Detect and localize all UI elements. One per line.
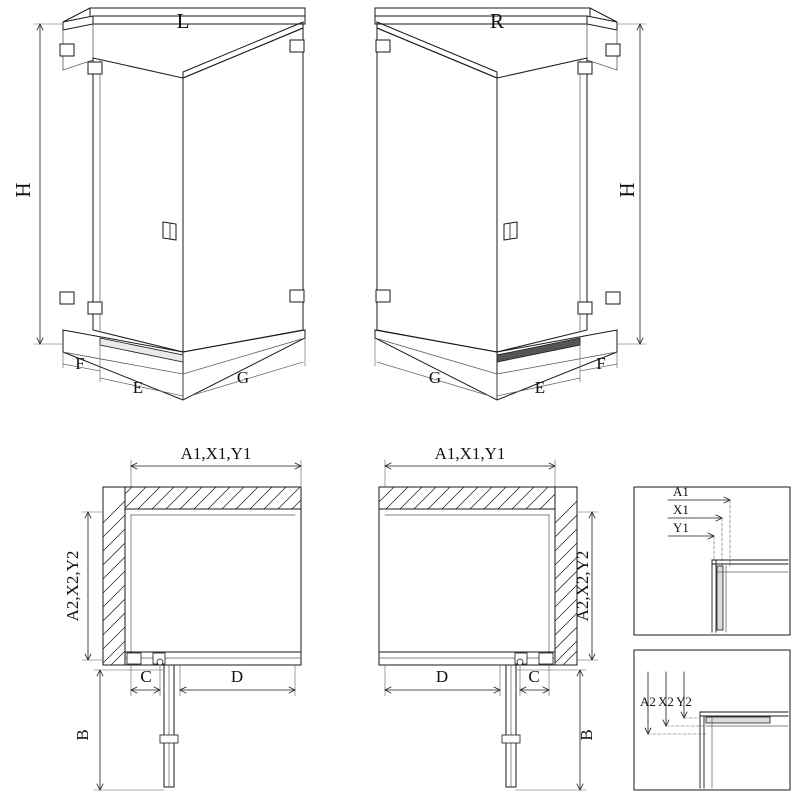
label-door-b-left: B <box>73 729 92 741</box>
label-plan-d-right: D <box>435 667 449 686</box>
label-plan-top-dim-right: A1,X1,Y1 <box>434 444 506 463</box>
label-plan-side-dim-left: A2,X2,Y2 <box>63 550 82 622</box>
detail-dimension-a1 <box>634 487 790 635</box>
label-base-g-right: G <box>428 368 442 387</box>
right-hand-plan-view <box>379 460 598 790</box>
label-door-b-right: B <box>577 729 596 741</box>
label-detail-x2: X2 <box>658 694 674 709</box>
label-detail-y2: Y2 <box>676 694 692 709</box>
label-plan-c-left: C <box>140 667 152 686</box>
label-plan-top-dim-left: A1,X1,Y1 <box>180 444 252 463</box>
label-plan-c-right: C <box>528 667 540 686</box>
right-hand-3d-view <box>375 8 646 400</box>
label-variant-right: R <box>489 9 505 33</box>
label-height-right: H <box>615 182 639 198</box>
label-base-f-right: F <box>596 354 606 373</box>
label-plan-side-dim-right: A2,X2,Y2 <box>573 550 592 622</box>
left-hand-plan-view <box>82 460 301 790</box>
detail-dimension-a2 <box>634 650 790 790</box>
label-base-e-right: E <box>534 378 546 397</box>
label-height-left: H <box>11 182 35 198</box>
label-detail-a1: A1 <box>673 484 689 499</box>
label-detail-a2: A2 <box>640 694 656 709</box>
label-base-f-left: F <box>75 354 85 373</box>
label-detail-x1: X1 <box>673 502 689 517</box>
label-base-g-left: G <box>236 368 250 387</box>
label-plan-d-left: D <box>230 667 244 686</box>
label-variant-left: L <box>176 9 190 33</box>
left-hand-3d-view <box>34 8 305 400</box>
label-detail-y1: Y1 <box>673 520 689 535</box>
label-base-e-left: E <box>132 378 144 397</box>
